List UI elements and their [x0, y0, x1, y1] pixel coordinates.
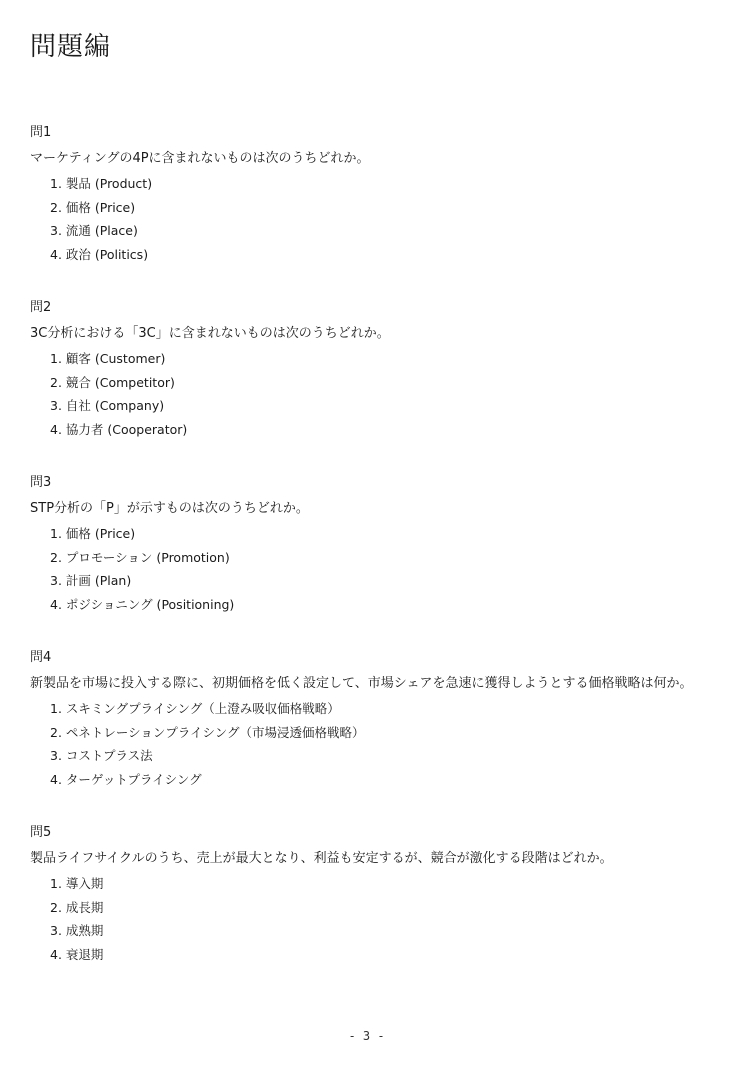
choice-item: 1. スキミングプライシング（上澄み吸収価格戦略） — [50, 701, 340, 716]
page-number: - 3 - — [348, 1029, 385, 1043]
question-1 — [30, 124, 710, 266]
question-text: STP分析の「P」が示すものは次のうちどれか。 — [30, 501, 309, 516]
choice-item: 2. 競合 (Competitor) — [50, 374, 175, 390]
question-text: マーケティングの4Pに含まれないものは次のうちどれか。 — [30, 151, 370, 166]
question-label: 問3 — [30, 475, 52, 490]
question-4 — [30, 649, 710, 791]
choice-list — [30, 172, 710, 266]
choice-item: 4. 衰退期 — [50, 946, 104, 962]
question-label: 問1 — [30, 125, 52, 140]
choice-item: 1. 製品 (Product) — [50, 176, 153, 191]
choice-item: 3. 流通 (Place) — [50, 223, 138, 238]
question-3 — [30, 474, 710, 616]
page-title: 問題編 — [30, 32, 112, 62]
question-text: 製品ライフサイクルのうち、売上が最大となり、利益も安定するが、競合が激化する段階はどれか。 — [30, 851, 613, 866]
choice-item: 2. 価格 (Price) — [50, 199, 136, 215]
choice-item: 4. 協力者 (Cooperator) — [50, 421, 188, 437]
choice-item: 4. 政治 (Politics) — [50, 246, 149, 262]
choice-item: 1. 導入期 — [50, 876, 104, 891]
choice-item: 3. 計画 (Plan) — [50, 573, 132, 588]
choice-list — [30, 872, 710, 966]
choice-item: 4. ターゲットプライシング — [50, 771, 202, 787]
question-list — [30, 124, 710, 999]
choice-list — [30, 522, 710, 616]
question-text: 新製品を市場に投入する際に、初期価格を低く設定して、市場シェアを急速に獲得しようとする価格戦略は何か。 — [30, 676, 693, 691]
choice-item: 2. 成長期 — [50, 899, 104, 915]
question-label: 問2 — [30, 300, 52, 315]
question-label: 問5 — [30, 825, 52, 840]
choice-item: 2. プロモーション (Promotion) — [50, 549, 230, 565]
choice-item: 2. ペネトレーションプライシング（市場浸透価格戦略） — [50, 724, 365, 740]
choice-item: 3. 成熟期 — [50, 923, 104, 938]
choice-item: 3. コストプラス法 — [50, 748, 153, 763]
question-text: 3C分析における「3C」に含まれないものは次のうちどれか。 — [30, 326, 390, 341]
question-5 — [30, 824, 710, 966]
choice-item: 3. 自社 (Company) — [50, 398, 165, 413]
choice-item: 1. 価格 (Price) — [50, 526, 136, 541]
choice-list — [30, 697, 710, 791]
choice-list — [30, 347, 710, 441]
choice-item: 4. ポジショニング (Positioning) — [50, 596, 235, 612]
question-label: 問4 — [30, 650, 52, 665]
question-2 — [30, 299, 710, 441]
choice-item: 1. 顧客 (Customer) — [50, 351, 166, 366]
